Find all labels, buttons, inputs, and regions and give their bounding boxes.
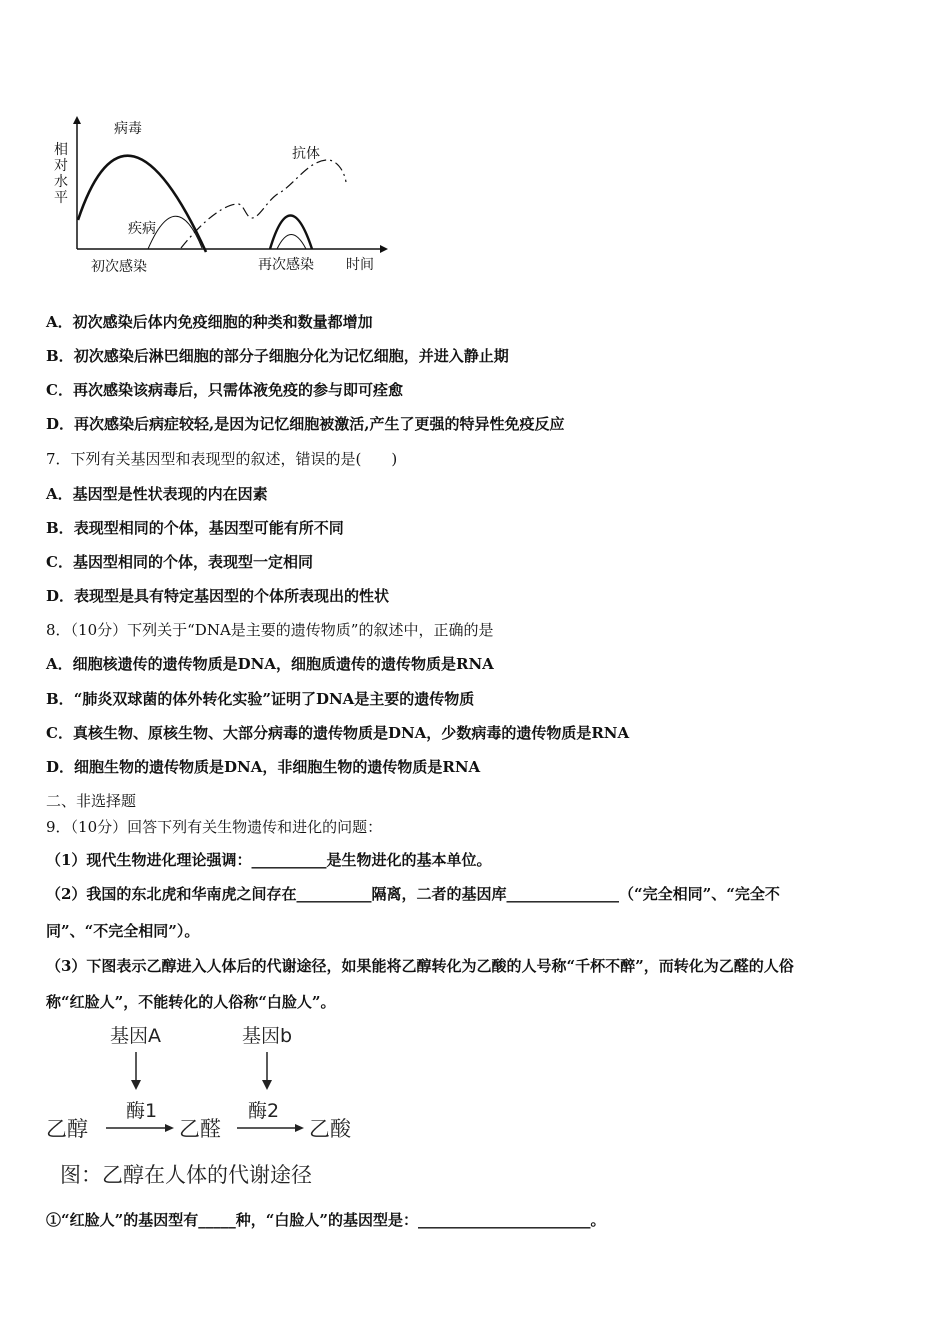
acetic-acid-label: 乙酸 bbox=[309, 1117, 351, 1141]
reaction-arrowhead-2 bbox=[295, 1124, 304, 1132]
ethanol-label: 乙醇 bbox=[46, 1117, 88, 1141]
x-axis-arrow bbox=[380, 245, 388, 253]
q8-option-d: D．细胞生物的遗传物质是DNA，非细胞生物的遗传物质是RNA bbox=[46, 758, 481, 776]
q6-option-b: B．初次感染后淋巴细胞的部分子细胞分化为记忆细胞，并进入静止期 bbox=[46, 347, 509, 365]
q7-option-a: A．基因型是性状表现的内在因素 bbox=[46, 485, 268, 503]
q6-option-d: D．再次感染后病症较轻,是因为记忆细胞被激活,产生了更强的特异性免疫反应 bbox=[46, 415, 565, 433]
q7-option-b: B．表现型相同的个体，基因型可能有所不同 bbox=[46, 519, 344, 537]
q7-option-c: C．基因型相同的个体，表现型一定相同 bbox=[46, 553, 313, 571]
virus-curve-second bbox=[270, 216, 312, 250]
q8-option-b: B．“肺炎双球菌的体外转化实验”证明了DNA是主要的遗传物质 bbox=[46, 690, 475, 708]
reaction-arrowhead-1 bbox=[165, 1124, 174, 1132]
q8-option-a: A．细胞核遗传的遗传物质是DNA，细胞质遗传的遗传物质是RNA bbox=[46, 655, 494, 673]
y-label-3: 水 bbox=[54, 174, 68, 190]
y-label-1: 相 bbox=[54, 142, 68, 158]
gene-b-arrowhead bbox=[262, 1080, 272, 1090]
virus-curve-first bbox=[78, 156, 206, 252]
q6-option-a: A．初次感染后体内免疫细胞的种类和数量都增加 bbox=[46, 313, 373, 331]
q9-part-2-line-2: 同”、“不完全相同”）。 bbox=[46, 922, 200, 940]
q9-part-3-line-2: 称“红脸人”，不能转化的人俗称“白脸人”。 bbox=[46, 993, 336, 1011]
virus-label: 病毒 bbox=[114, 121, 142, 137]
enzyme-1-label: 酶1 bbox=[126, 1100, 158, 1122]
disease-label: 疾病 bbox=[128, 221, 156, 237]
q6-option-c: C．再次感染该病毒后，只需体液免疫的参与即可痊愈 bbox=[46, 381, 403, 399]
gene-b-label: 基因b bbox=[242, 1025, 293, 1047]
acetaldehyde-label: 乙醛 bbox=[179, 1117, 221, 1141]
section-heading: 二、非选择题 bbox=[46, 792, 137, 810]
first-infection-label: 初次感染 bbox=[91, 259, 147, 275]
q9-sub-1: ①“红脸人”的基因型有_____种，“白脸人”的基因型是：_______________________。 bbox=[46, 1211, 606, 1229]
gene-a-arrowhead bbox=[131, 1080, 141, 1090]
disease-curve-first bbox=[148, 216, 202, 249]
q9-part-1: （1）现代生物进化理论强调：__________是生物进化的基本单位。 bbox=[46, 851, 492, 869]
q7-stem: 7．下列有关基因型和表现型的叙述，错误的是( ) bbox=[46, 450, 398, 468]
gene-a-label: 基因A bbox=[110, 1025, 161, 1047]
q9-stem: 9．（10分）回答下列有关生物遗传和进化的问题： bbox=[46, 818, 383, 836]
y-label-4: 平 bbox=[54, 190, 68, 206]
time-label: 时间 bbox=[346, 257, 374, 273]
q8-stem: 8．（10分）下列关于“DNA是主要的遗传物质”的叙述中，正确的是 bbox=[46, 621, 494, 639]
antibody-label: 抗体 bbox=[292, 146, 320, 162]
q9-part-2-line-1: （2）我国的东北虎和华南虎之间存在__________隔离，二者的基因库_______________（“完全相同”、“完全不 bbox=[46, 885, 780, 903]
q7-option-d: D．表现型是具有特定基因型的个体所表现出的性状 bbox=[46, 587, 390, 605]
immune-response-graph bbox=[46, 112, 396, 282]
q9-part-3-line-1: （3）下图表示乙醇进入人体后的代谢途径，如果能将乙醇转化为乙酸的人号称“千杯不醉”，而转化为乙醛的人俗 bbox=[46, 957, 794, 975]
enzyme-2-label: 酶2 bbox=[248, 1100, 280, 1122]
y-label-2: 对 bbox=[54, 158, 68, 174]
antibody-curve bbox=[181, 160, 346, 248]
disease-curve-second bbox=[277, 235, 306, 250]
ethanol-metabolism-diagram bbox=[46, 1020, 366, 1195]
second-infection-label: 再次感染 bbox=[258, 257, 314, 273]
y-axis-arrow bbox=[73, 116, 81, 124]
q8-option-c: C．真核生物、原核生物、大部分病毒的遗传物质是DNA，少数病毒的遗传物质是RNA bbox=[46, 724, 630, 742]
diagram-caption: 图：乙醇在人体的代谢途径 bbox=[60, 1163, 312, 1187]
